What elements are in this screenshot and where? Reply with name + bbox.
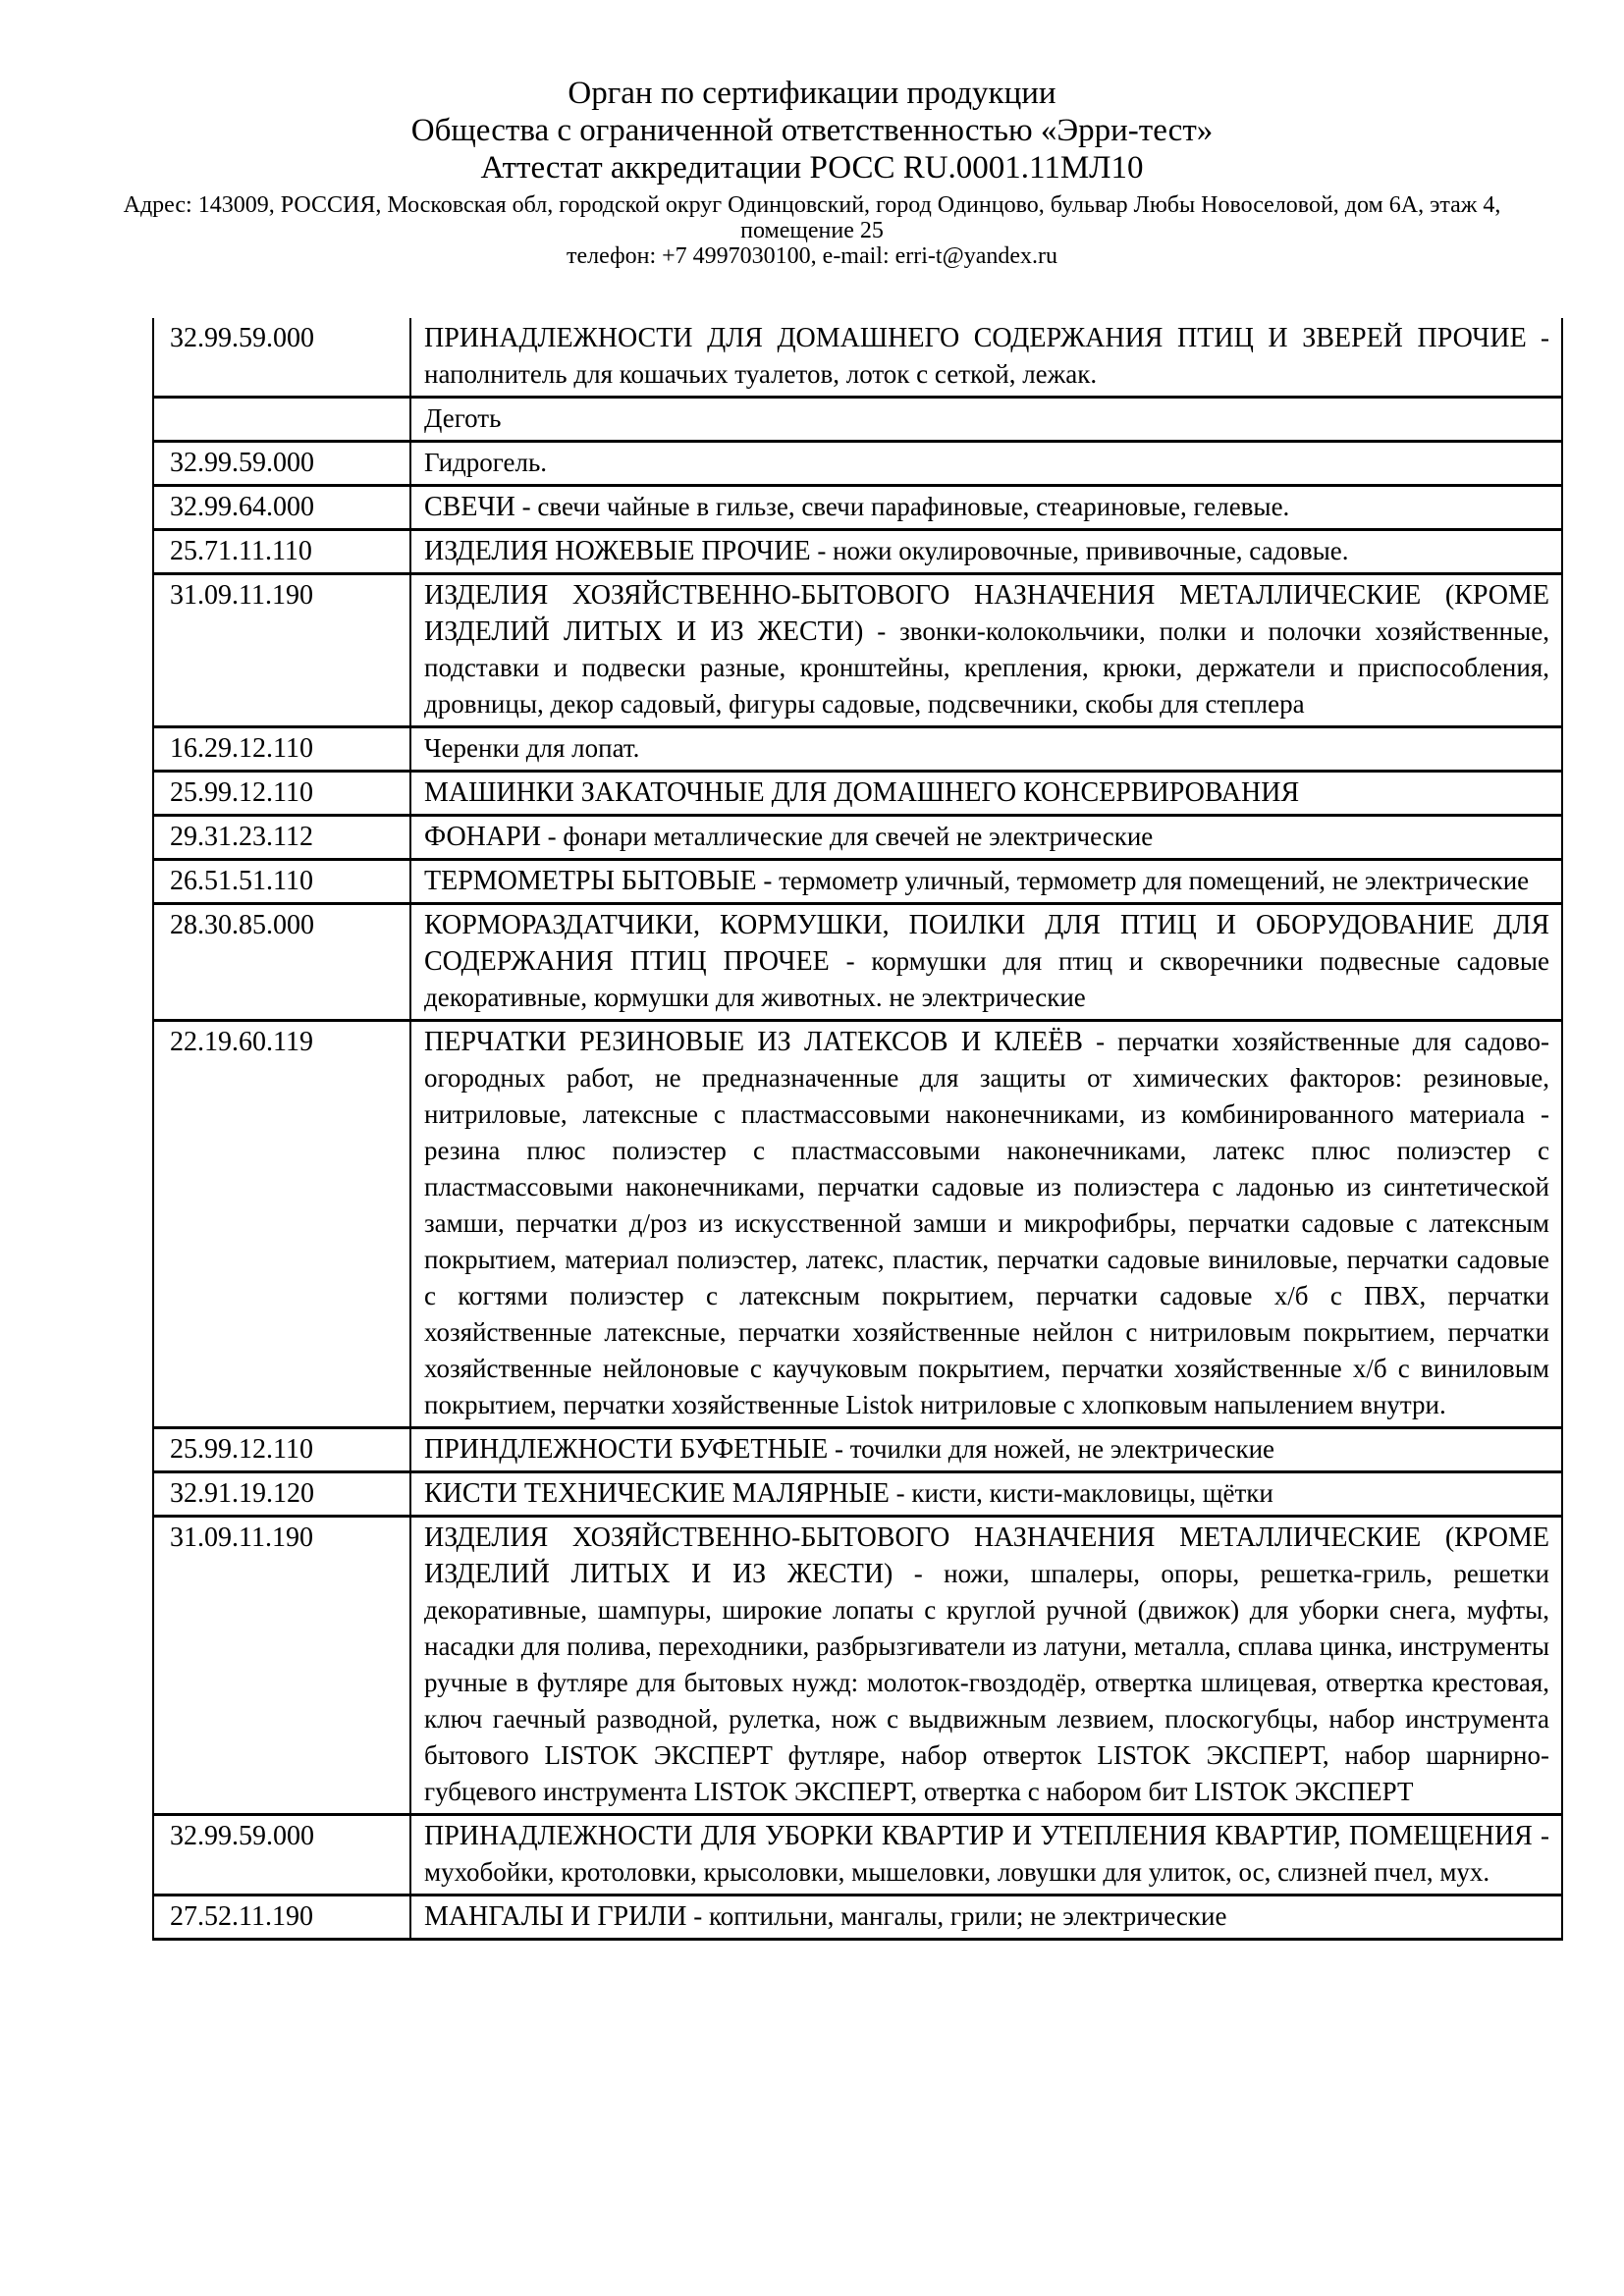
category-name: ТЕРМОМЕТРЫ БЫТОВЫЕ (424, 866, 757, 896)
category-name: ПРИНАДЛЕЖНОСТИ ДЛЯ ДОМАШНЕГО СОДЕРЖАНИЯ ПТИЦ И ЗВЕРЕЙ ПРОЧИЕ (424, 323, 1527, 353)
description-cell (410, 398, 1562, 442)
description-cell (410, 1896, 1562, 1940)
category-details: - термометр уличный, термометр для помещений, не электрические (763, 866, 1530, 895)
category-details: - ножи, шпалеры, опоры, решетка-гриль, решетки декоративные, шампуры, широкие лопаты с круглой ручной (движок) для уборки снега, муфты, насадки для полива, переходники, разбрызгиватели из латуни, металла, сплава цинка, инструменты ручные в футляре для бытовых нужд: молоток-гвоздодёр, отвертка шлицевая, отвертка крестовая, ключ гаечный разводной, рулетка, нож с выдвижным лезвием, плоскогубцы, набор инструмента бытового LISTOK ЭКСПЕРТ футляре, набор отверток LISTOK ЭКСПЕРТ, набор шарнирно-губцевого инструмента LISTOK ЭКСПЕРТ, отвертка с набором бит LISTOK ЭКСПЕРТ (424, 1559, 1550, 1806)
accreditation-line: Аттестат аккредитации РОСС RU.0001.11МЛ10 (480, 150, 1144, 186)
description-cell (410, 318, 1562, 398)
category-details: - точилки для ножей, не электрические (834, 1434, 1275, 1464)
code-cell: 25.71.11.110 (153, 530, 410, 574)
table-row (153, 1815, 1562, 1896)
description-cell (410, 816, 1562, 860)
description-cell (410, 1517, 1562, 1815)
table-row (153, 530, 1562, 574)
code-cell: 32.99.59.000 (153, 1815, 410, 1896)
category-name: ПРИНАДЛЕЖНОСТИ ДЛЯ УБОРКИ КВАРТИР И УТЕПЛЕНИЯ КВАРТИР, ПОМЕЩЕНИЯ (424, 1821, 1533, 1851)
description-cell (410, 574, 1562, 727)
address-line-2: помещение 25 (740, 218, 884, 243)
products-table-body (153, 318, 1562, 1940)
category-details: - кормушки для птиц и скворечники подвесные садовые декоративные, кормушки для животных. не электрические (424, 946, 1550, 1012)
table-row (153, 574, 1562, 727)
document-header (0, 0, 1624, 269)
category-details: - фонари металлические для свечей не электрические (547, 822, 1154, 851)
category-name: МАШИНКИ ЗАКАТОЧНЫЕ ДЛЯ ДОМАШНЕГО КОНСЕРВИРОВАНИЯ (424, 777, 1300, 808)
description-cell (410, 1021, 1562, 1428)
category-details: - кисти, кисти-макловицы, щётки (895, 1478, 1273, 1508)
category-name: ФОНАРИ (424, 822, 541, 852)
category-details: - перчатки хозяйственные для садово-огородных работ, не предназначенные для защиты от химических факторов: резиновые, нитриловые, латексные с пластмассовыми наконечниками, из комбинированного материала - резина плюс полиэстер с пластмассовыми наконечниками, латекс плюс полиэстер с пластмассовыми наконечниками, перчатки садовые из полиэстера с ладонью из синтетической замши, перчатки д/роз из искусственной замши и микрофибры, перчатки садовые с латексным покрытием, материал полиэстер, латекс, пластик, перчатки садовые виниловые, перчатки садовые с когтями полиэстер с латексным покрытием, перчатки садовые х/б с ПВХ, перчатки хозяйственные латексные, перчатки хозяйственные нейлон с нитриловым покрытием, перчатки хозяйственные нейлоновые с каучуковым покрытием, перчатки хозяйственные х/б с виниловым покрытием, перчатки хозяйственные Listok нитриловые с хлопковым напылением внутри. (424, 1027, 1549, 1419)
category-name: ПРИНДЛЕЖНОСТИ БУФЕТНЫЕ (424, 1434, 829, 1465)
table-row (153, 486, 1562, 530)
category-details: - наполнитель для кошачьих туалетов, лоток с сеткой, лежак. (424, 323, 1550, 389)
code-cell: 22.19.60.119 (153, 1021, 410, 1428)
code-cell: 32.99.59.000 (153, 318, 410, 398)
category-name: СВЕЧИ (424, 492, 515, 522)
code-cell: 31.09.11.190 (153, 574, 410, 727)
category-details: - коптильни, мангалы, грили; не электрические (693, 1901, 1227, 1931)
description-cell (410, 1428, 1562, 1472)
table-row (153, 1896, 1562, 1940)
table-row (153, 772, 1562, 816)
description-cell (410, 860, 1562, 904)
code-cell: 28.30.85.000 (153, 904, 410, 1021)
category-name: ИЗДЕЛИЯ ХОЗЯЙСТВЕННО-БЫТОВОГО НАЗНАЧЕНИЯ МЕТАЛЛИЧЕСКИЕ (КРОМЕ ИЗДЕЛИЙ ЛИТЫХ И ИЗ ЖЕСТИ) (424, 1522, 1549, 1589)
table-row (153, 860, 1562, 904)
code-cell: 16.29.12.110 (153, 727, 410, 772)
table-row (153, 816, 1562, 860)
description-cell (410, 772, 1562, 816)
category-name: ИЗДЕЛИЯ НОЖЕВЫЕ ПРОЧИЕ (424, 536, 811, 566)
org-name-line: Общества с ограниченной ответственностью «Эрри-тест» (410, 113, 1214, 148)
category-details: Черенки для лопат. (424, 733, 640, 763)
category-name: ПЕРЧАТКИ РЕЗИНОВЫЕ ИЗ ЛАТЕКСОВ И КЛЕЁВ (424, 1027, 1083, 1057)
table-row (153, 398, 1562, 442)
category-name: МАНГАЛЫ И ГРИЛИ (424, 1901, 687, 1932)
category-name: ИЗДЕЛИЯ ХОЗЯЙСТВЕННО-БЫТОВОГО НАЗНАЧЕНИЯ МЕТАЛЛИЧЕСКИЕ (КРОМЕ ИЗДЕЛИЙ ЛИТЫХ И ИЗ ЖЕСТИ) (424, 580, 1549, 647)
table-row (153, 727, 1562, 772)
category-details: - мухобойки, кротоловки, крысоловки, мышеловки, ловушки для улиток, ос, слизней пчел, мух. (424, 1821, 1550, 1887)
description-cell (410, 1472, 1562, 1517)
table-row (153, 904, 1562, 1021)
description-cell (410, 904, 1562, 1021)
category-details: - звонки-колокольчики, полки и полочки хозяйственные, подставки и подвески разные, кронштейны, крепления, крюки, держатели и приспособления, дровницы, декор садовый, фигуры садовые, подсвечники, скобы для степлера (424, 616, 1550, 719)
code-cell: 29.31.23.112 (153, 816, 410, 860)
code-cell: 32.91.19.120 (153, 1472, 410, 1517)
code-cell: 25.99.12.110 (153, 772, 410, 816)
category-details: Деготь (424, 403, 502, 433)
description-cell (410, 530, 1562, 574)
code-cell: 31.09.11.190 (153, 1517, 410, 1815)
code-cell: 26.51.51.110 (153, 860, 410, 904)
table-row (153, 1428, 1562, 1472)
category-name: КИСТИ ТЕХНИЧЕСКИЕ МАЛЯРНЫЕ (424, 1478, 890, 1509)
description-cell (410, 1815, 1562, 1896)
address-line-1: Адрес: 143009, РОССИЯ, Московская обл, городской округ Одинцовский, город Одинцово, бульвар Любы Новоселовой, дом 6А, этаж 4, (123, 192, 1501, 218)
description-cell (410, 442, 1562, 486)
table-row (153, 1517, 1562, 1815)
products-table (152, 318, 1563, 1941)
category-details: - свечи чайные в гильзе, свечи парафиновые, стеариновые, гелевые. (521, 492, 1290, 521)
category-details: Гидрогель. (424, 448, 548, 477)
category-details: - ножи окулировочные, прививочные, садовые. (817, 536, 1349, 565)
description-cell (410, 727, 1562, 772)
description-cell (410, 486, 1562, 530)
code-cell: 32.99.64.000 (153, 486, 410, 530)
code-cell: 27.52.11.190 (153, 1896, 410, 1940)
code-cell: 25.99.12.110 (153, 1428, 410, 1472)
code-cell: 32.99.59.000 (153, 442, 410, 486)
table-row (153, 318, 1562, 398)
contact-line: телефон: +7 4997030100, e-mail: erri-t@yandex.ru (567, 243, 1057, 269)
code-cell (153, 398, 410, 442)
table-row (153, 1021, 1562, 1428)
table-row (153, 1472, 1562, 1517)
table-row (153, 442, 1562, 486)
category-name: КОРМОРАЗДАТЧИКИ, КОРМУШКИ, ПОИЛКИ ДЛЯ ПТИЦ И ОБОРУДОВАНИЕ ДЛЯ СОДЕРЖАНИЯ ПТИЦ ПРОЧЕЕ (424, 910, 1549, 977)
org-title-line: Орган по сертификации продукции (568, 76, 1056, 111)
